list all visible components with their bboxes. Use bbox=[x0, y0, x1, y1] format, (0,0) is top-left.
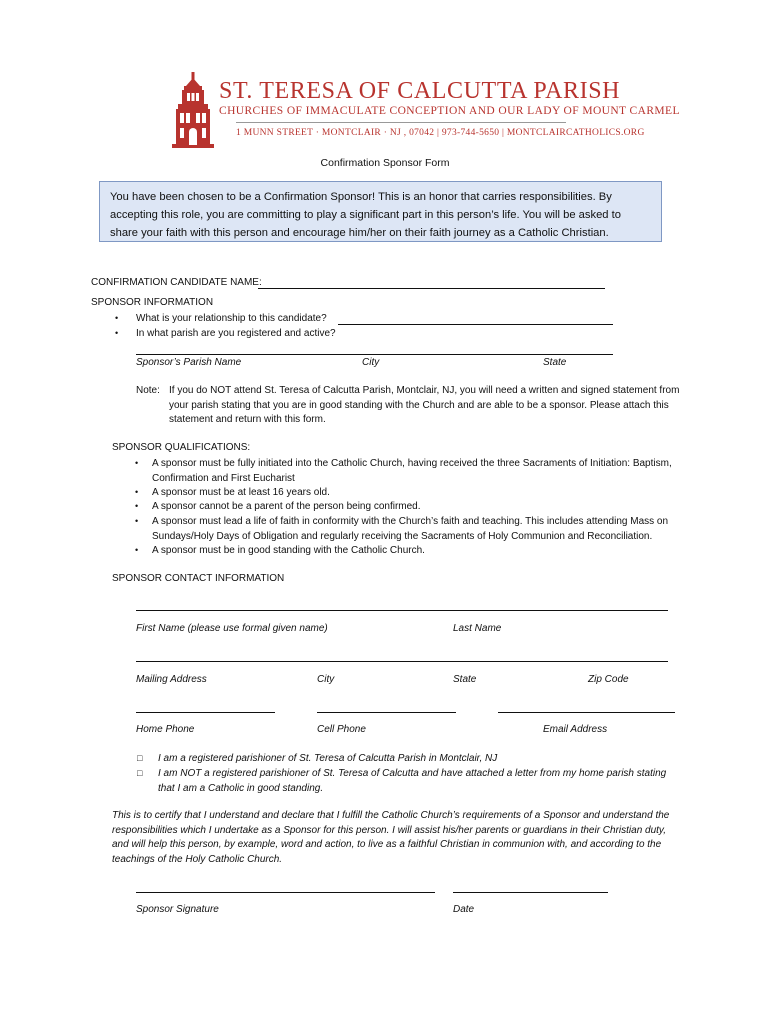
parish-logo-icon bbox=[170, 72, 216, 148]
relationship-question: What is your relationship to this candidate? bbox=[136, 313, 327, 324]
qualification-item: A sponsor must be fully initiated into the Catholic Church, having received the three Sacraments of Initiation: Baptism, Confirmation and First Eucharist bbox=[152, 458, 672, 484]
home-phone-field[interactable] bbox=[136, 712, 275, 713]
form-title: Confirmation Sponsor Form bbox=[320, 157, 450, 169]
home-phone-caption: Home Phone bbox=[136, 724, 195, 735]
sponsor-info-heading: SPONSOR INFORMATION bbox=[91, 297, 214, 308]
name-field[interactable] bbox=[136, 610, 668, 611]
bullet-icon: • bbox=[135, 501, 139, 511]
address-field[interactable] bbox=[136, 661, 668, 662]
relationship-field[interactable] bbox=[338, 324, 613, 325]
candidate-name-label: CONFIRMATION CANDIDATE NAME: bbox=[91, 277, 262, 288]
last-name-caption: Last Name bbox=[453, 623, 502, 634]
email-caption: Email Address bbox=[543, 724, 608, 735]
notice-box: You have been chosen to be a Confirmation Sponsor! This is an honor that carries responsibilities. By accepting this role, you are committing to play a significant part in this person’s life. You will be asked to share your faith with this person and encourage him/her on their faith journey as a Catholic Christian. bbox=[99, 181, 662, 242]
parish-name: ST. TERESA OF CALCUTTA PARISH bbox=[219, 78, 621, 104]
parish-question: In what parish are you registered and active? bbox=[136, 328, 336, 339]
candidate-name-field[interactable] bbox=[258, 288, 605, 289]
qualifications-heading: SPONSOR QUALIFICATIONS: bbox=[112, 442, 251, 453]
bullet-icon: • bbox=[135, 487, 139, 497]
qualification-item: A sponsor must be at least 16 years old. bbox=[152, 487, 330, 498]
qualification-item: A sponsor must be in good standing with the Catholic Church. bbox=[152, 545, 425, 556]
certification-statement: This is to certify that I understand and declare that I fulfill the Catholic Church’s requirements of a Sponsor and understand the responsibilities which I undertake as a Sponsor for this person. I will assist his/her parents or guardians in their Christian duty, and will help this person, by example, word and action, to live as a faithful Christian in communion with, and according to the teachings of the Holy Catholic Church. bbox=[112, 810, 670, 865]
qualification-item: A sponsor must lead a life of faith in conformity with the Church’s faith and teaching. This includes attending Mass on Sundays/Holy Days of Obligation and regularly receiving the Sacraments of Holy Communion and Reconciliation. bbox=[152, 516, 669, 542]
state-caption: State bbox=[453, 674, 477, 685]
header-divider bbox=[236, 122, 566, 123]
registered-option-label: I am a registered parishioner of St. Teresa of Calcutta Parish in Montclair, NJ bbox=[158, 753, 498, 764]
email-field[interactable] bbox=[498, 712, 675, 713]
parish-name-caption: Sponsor’s Parish Name bbox=[136, 357, 242, 368]
parish-address: 1 MUNN STREET · MONTCLAIR · NJ , 07042 | 973-744-5650 | MONTCLAIRCATHOLICS.ORG bbox=[236, 128, 645, 138]
date-field[interactable] bbox=[453, 892, 608, 893]
note-text: If you do NOT attend St. Teresa of Calcutta Parish, Montclair, NJ, you will need a written and signed statement from your parish stating that you are in good standing with the Church and are able to be a sponsor. Please attach this statement and return with this form. bbox=[169, 385, 680, 425]
note-label: Note: bbox=[136, 385, 160, 396]
parish-subtitle: CHURCHES OF IMMACULATE CONCEPTION AND OUR LADY OF MOUNT CARMEL bbox=[219, 105, 680, 117]
parish-field[interactable] bbox=[136, 354, 613, 355]
bullet-icon: • bbox=[135, 545, 139, 555]
signature-caption: Sponsor Signature bbox=[136, 904, 219, 915]
first-name-caption: First Name (please use formal given name) bbox=[136, 623, 328, 634]
bullet-icon: • bbox=[135, 458, 139, 468]
date-caption: Date bbox=[453, 904, 475, 915]
cell-phone-field[interactable] bbox=[317, 712, 456, 713]
state-caption: State bbox=[543, 357, 567, 368]
bullet-icon: • bbox=[115, 328, 119, 338]
city-caption: City bbox=[362, 357, 380, 368]
cell-phone-caption: Cell Phone bbox=[317, 724, 366, 735]
signature-field[interactable] bbox=[136, 892, 435, 893]
contact-heading: SPONSOR CONTACT INFORMATION bbox=[112, 573, 285, 584]
mailing-address-caption: Mailing Address bbox=[136, 674, 207, 685]
checkbox-registered[interactable]: □ bbox=[137, 753, 143, 763]
checkbox-not-registered[interactable]: □ bbox=[137, 768, 143, 778]
bullet-icon: • bbox=[115, 313, 119, 323]
qualification-item: A sponsor cannot be a parent of the person being confirmed. bbox=[152, 501, 421, 512]
city-caption: City bbox=[317, 674, 335, 685]
bullet-icon: • bbox=[135, 516, 139, 526]
not-registered-option-label: I am NOT a registered parishioner of St. Teresa of Calcutta and have attached a letter from my home parish stating that I am a Catholic in good standing. bbox=[158, 768, 667, 794]
zip-caption: Zip Code bbox=[588, 674, 629, 685]
